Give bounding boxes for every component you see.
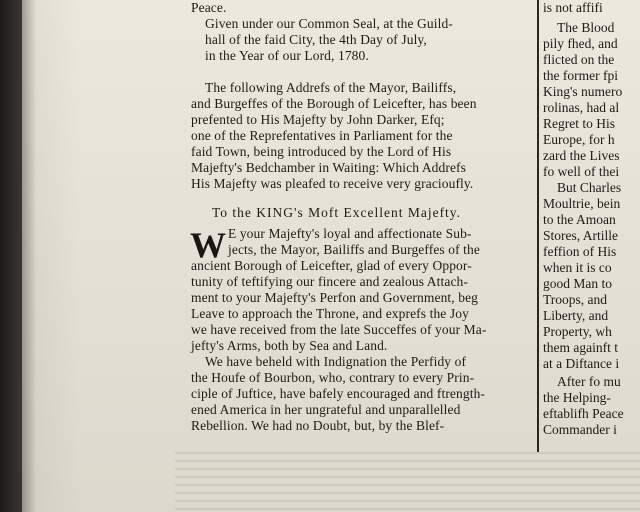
column-rule	[537, 0, 539, 452]
text-line: one of the Reprefentatives in Parliament for the	[191, 128, 453, 143]
text-line: rolinas, had al	[543, 100, 620, 115]
text-line: good Man to	[543, 276, 612, 291]
text-line: E your Majefty's loyal and affectionate Sub-	[228, 226, 472, 241]
text-line: jects, the Mayor, Bailiffs and Burgeffes of the	[228, 242, 480, 257]
text-line: Moultrie, bein	[543, 196, 621, 211]
text-line: the former fpi	[543, 68, 618, 83]
text-line: Regret to His	[543, 116, 615, 131]
text-line: pily fhed, and	[543, 36, 618, 51]
text-line: After fo mu	[557, 374, 621, 389]
text-line: Majefty's Bedchamber in Waiting: Which Addrefs	[191, 160, 467, 175]
text-line: to the Amoan	[543, 212, 616, 227]
text-line: them againft t	[543, 340, 618, 355]
show-through-text	[175, 452, 640, 512]
text-line: the Houfe of Bourbon, who, contrary to every Prin-	[191, 370, 475, 385]
text-line: the Helping-	[543, 390, 611, 405]
text-line: The following Addrefs of the Mayor, Bailiffs,	[205, 80, 457, 95]
text-line: We have beheld with Indignation the Perfidy of	[205, 354, 467, 369]
text-line: The Blood	[557, 20, 615, 35]
text-line: ancient Borough of Leicefter, glad of every Oppor-	[191, 258, 472, 273]
text-line: Commander i	[543, 422, 617, 437]
text-line: Rebellion. We had no Doubt, but, by the Blef-	[191, 418, 445, 433]
text-line: zard the Lives	[543, 148, 620, 163]
page-fold-shadow	[22, 0, 36, 512]
text-line: flicted on the	[543, 52, 615, 67]
text-line: when it is co	[543, 260, 612, 275]
text-line: Property, wh	[543, 324, 612, 339]
text-line: King's numero	[543, 84, 623, 99]
text-line: Peace.	[191, 0, 227, 15]
text-line: feffion of His	[543, 244, 617, 259]
text-line: Liberty, and	[543, 308, 609, 323]
text-line: in the Year of our Lord, 1780.	[205, 48, 369, 63]
text-line: is not affifi	[543, 0, 603, 15]
drop-cap: W	[190, 225, 226, 265]
text-line: fo well of thei	[543, 164, 620, 179]
text-line: and Burgeffes of the Borough of Leicefter, has been	[191, 96, 477, 111]
text-line: ened America in her ungrateful and unparallelled	[191, 402, 461, 417]
text-line: Stores, Artille	[543, 228, 618, 243]
text-line: His Majefty was pleafed to receive very gracioufly.	[191, 176, 474, 191]
address-heading: To the KING's Moft Excellent Majefty.	[212, 205, 462, 220]
text-line: hall of the faid City, the 4th Day of July,	[205, 32, 427, 47]
text-line: Troops, and	[543, 292, 608, 307]
text-line: eftablifh Peace	[543, 406, 624, 421]
text-line: at a Diftance i	[543, 356, 620, 371]
text-line: jefty's Arms, both by Sea and Land.	[191, 338, 388, 353]
text-line: Given under our Common Seal, at the Guild-	[205, 16, 453, 31]
page-edge-shadow	[0, 0, 22, 512]
text-line: we have received from the late Succeffes of your Ma-	[191, 322, 487, 337]
text-line: ment to your Majefty's Perfon and Government, beg	[191, 290, 479, 305]
text-line: prefented to His Majefty by John Darker, Efq;	[191, 112, 445, 127]
text-line: tunity of teftifying our fincere and zealous Attach-	[191, 274, 468, 289]
text-line: Leave to approach the Throne, and exprefs the Joy	[191, 306, 469, 321]
text-line: Europe, for h	[543, 132, 615, 147]
text-line: faid Town, being introduced by the Lord of His	[191, 144, 452, 159]
text-line: But Charles	[557, 180, 622, 195]
text-line: ciple of Juftice, have bafely encouraged and ftrength-	[191, 386, 486, 401]
right-column	[543, 0, 640, 512]
